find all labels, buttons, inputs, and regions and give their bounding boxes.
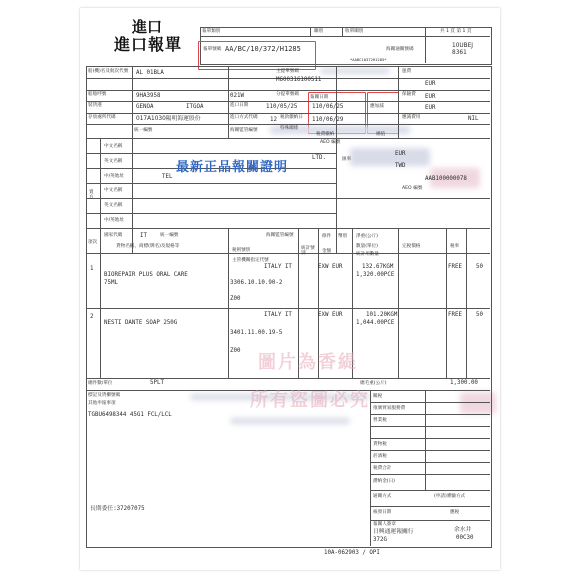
page-counter: 共 1 頁 第 1 頁 (440, 29, 472, 34)
barcode-text: *AABC10372H1285* (350, 57, 387, 62)
country-code: ITGOA (186, 104, 204, 110)
seller-tel: TEL (162, 174, 173, 180)
tax-adj-label: 應減費用 (402, 115, 421, 120)
row1-spec: 75ML (104, 280, 118, 286)
declare-type: 12 (270, 117, 277, 123)
row2-extra: Z00 (230, 348, 241, 354)
th-method: 主管機關指定代號 (232, 258, 269, 263)
broker-label-4: 應稅 (450, 510, 460, 515)
gross-weight: 1,300.00 (450, 380, 478, 386)
packages: 5PLT (150, 380, 164, 386)
row1-terms: EXW EUR (318, 264, 343, 270)
broker-label-1: 通關方式 (373, 494, 392, 499)
watermark-line-2: 所有盜圖必究 (250, 390, 370, 411)
bl-number: M600316100S11 (276, 77, 322, 83)
taxdate-label: 稅款繳納日 (280, 115, 303, 120)
total-label: 總值 (376, 132, 386, 137)
th-cccode: 稅則號別 (232, 248, 251, 253)
th-duty: 稅率 (450, 244, 460, 249)
row2-code: 3401.11.00.19-5 (230, 330, 283, 336)
vessel-no-label: 船舶呼號 (88, 92, 107, 97)
th-desc: 貨物名稱、商標(牌名)及規格等 (116, 244, 180, 249)
duty-row-4: 菸酒稅 (373, 454, 387, 459)
deduct-label: 應加減 (370, 104, 384, 109)
row1-code: 3306.10.10.90-2 (230, 280, 283, 286)
row2-terms: EXW EUR (318, 312, 343, 318)
title-import: 進口 (132, 18, 163, 36)
watermark-line-1: 圖片為香緹 (258, 352, 358, 373)
row2-duty: FREE (448, 312, 462, 318)
aeo-label: AEO 編號 (320, 140, 341, 145)
deduct-currency: EUR (425, 105, 436, 111)
container-no: TGBU6498344 45G1 FCL/LCL (88, 412, 172, 418)
insurance-currency: EUR (425, 94, 436, 100)
buyer-en-label: 英文名稱 (104, 159, 123, 164)
row2-net: 101.20KGM (366, 312, 398, 318)
carrier-id-label: 海關通關號碼 (386, 47, 414, 52)
bl-label: 主提單號碼 (276, 69, 299, 74)
freight-currency: EUR (425, 81, 436, 87)
seller-en-label: 英文名稱 (104, 203, 123, 208)
unified-no-label: 統一編號 (134, 128, 153, 133)
aeo3-label: AEO 編號 (402, 186, 423, 191)
th-terms: 條件 (322, 234, 332, 239)
label-lot: 聯別 (314, 29, 324, 34)
th-amount: 金額 (322, 249, 332, 254)
th-currency: 幣別 (338, 234, 348, 239)
duty-row-5: 稅費合計 (373, 466, 392, 471)
broker-code: 372G (373, 537, 387, 543)
declare-type-label: 進口方式代碼 (230, 115, 258, 120)
label-office: 收單關別 (345, 29, 364, 34)
carrier-id: 10UBEJ 8361 (452, 43, 473, 56)
row1-tax: 50 (476, 264, 483, 270)
duty-row-6: 滯納金(日) (373, 479, 395, 484)
bl2-label: 分提單號碼 (276, 92, 299, 97)
row1-qty: 1,320.00PCE (356, 272, 395, 278)
packages-label: 總件數/單位 (88, 381, 113, 386)
doc-no-label: 報單號碼 (203, 47, 222, 52)
doc-no: AA/BC/10/372/H1285 (225, 45, 301, 53)
row1-duty: FREE (448, 264, 462, 270)
th-statqty: 統計用數量 (356, 252, 379, 257)
row1-name: BIOREPAIR PLUS ORAL CARE (104, 272, 188, 278)
seller-zh-label: 中文名稱 (104, 188, 123, 193)
broker-label-3: 核發日期 (373, 510, 392, 515)
duty-row-1: 推廣貿易服務費 (373, 406, 406, 411)
country: IT (140, 233, 147, 239)
vessel-code: AL 01BLA (136, 70, 164, 76)
taxdate: 110/06/29 (312, 117, 344, 123)
th-item: 項次 (88, 240, 98, 245)
marks-label: 標記及貨櫃號碼 (88, 393, 121, 398)
duty-row-2: 營業稅 (373, 418, 387, 423)
seller-label: 賣方 (89, 190, 94, 200)
unified2-label: 統一編號 (160, 233, 179, 238)
buyer-en: LTD. (312, 155, 326, 161)
vessel-no: 9HA3958 (136, 93, 161, 99)
row1-no: 1 (90, 266, 94, 272)
broker-name: 日興通運報關行 (373, 529, 414, 535)
exchange: EUR (395, 151, 406, 157)
broker-label-2: (申請)審驗方式 (434, 494, 466, 499)
row1-net: 132.67KGM (362, 264, 394, 270)
broker-person: 余水井 (454, 527, 472, 533)
arrival-label: 進口日期 (230, 103, 249, 108)
row2-qty: 1,044.00PCE (356, 320, 395, 326)
row2-origin: ITALY IT (264, 312, 292, 318)
customs-label: 海關監管編號 (230, 128, 258, 133)
freight-label: 運費 (402, 69, 412, 74)
special-label: 特殊關係 (280, 126, 299, 131)
warehouse-label: 存放處所代碼 (88, 115, 116, 120)
th-taxrate: 完稅價格 (402, 244, 421, 249)
aeo2: AAB100000078 (425, 176, 467, 182)
tax-adj: NIL (468, 116, 479, 122)
vessel-code-label: 船(機)名及航次代號 (88, 69, 129, 74)
arrival-date: 110/05/25 (266, 104, 298, 110)
row1-origin: ITALY IT (264, 264, 292, 270)
broker-label-5: 報關人簽章 (373, 522, 396, 527)
loading-port: GENOA (136, 104, 154, 110)
tax-no-label: 稅費繳納 (316, 132, 335, 137)
duty-row-0: 關稅 (373, 394, 383, 399)
promo-overlay-text: 最新正品報關證明 (176, 160, 289, 175)
gross-label: 總毛重(公斤) (360, 381, 387, 386)
bl2: 021W (230, 93, 244, 99)
row1-extra: Z00 (230, 296, 241, 302)
broker-id: 00C30 (456, 535, 474, 541)
th-qty: 數量(單位) (356, 244, 378, 249)
duty-row-3: 貨物稅 (373, 442, 387, 447)
customs-declaration-sheet (80, 8, 500, 570)
label-doc-class: 報單類別 (202, 29, 221, 34)
title-import-declaration: 進口報單 (114, 35, 183, 54)
loading-port-label: 裝貨港 (88, 103, 102, 108)
twd-label: TWD (395, 163, 406, 169)
buyer-addr-label: 中/英地址 (104, 174, 124, 179)
form-number: 10A-062903 / OPI (324, 550, 380, 556)
seller-addr-label: 中/英地址 (104, 218, 124, 223)
buyer-zh-label: 中文名稱 (104, 144, 123, 149)
long-term-agent: 長期委任:37207075 (90, 506, 145, 512)
insurance-label: 保險費 (402, 92, 416, 97)
row2-no: 2 (90, 314, 94, 320)
th-stat: 統計號別 (301, 246, 315, 256)
exchange-label: 匯率 (342, 157, 352, 162)
import-date: 110/06/25 (312, 104, 344, 110)
customs2-label: 海關監管編號 (266, 233, 294, 238)
marks-label-2: 其他申報事項 (88, 401, 116, 406)
th-net: 淨重(公斤) (356, 234, 378, 239)
country-label: 國家代碼 (104, 233, 123, 238)
row2-tax: 50 (476, 312, 483, 318)
row2-name: NESTI DANTE SOAP 250G (104, 320, 178, 326)
warehouse: 017A1030陽明海運股份 (136, 116, 201, 122)
import-date-label: 報關日期 (310, 95, 329, 100)
